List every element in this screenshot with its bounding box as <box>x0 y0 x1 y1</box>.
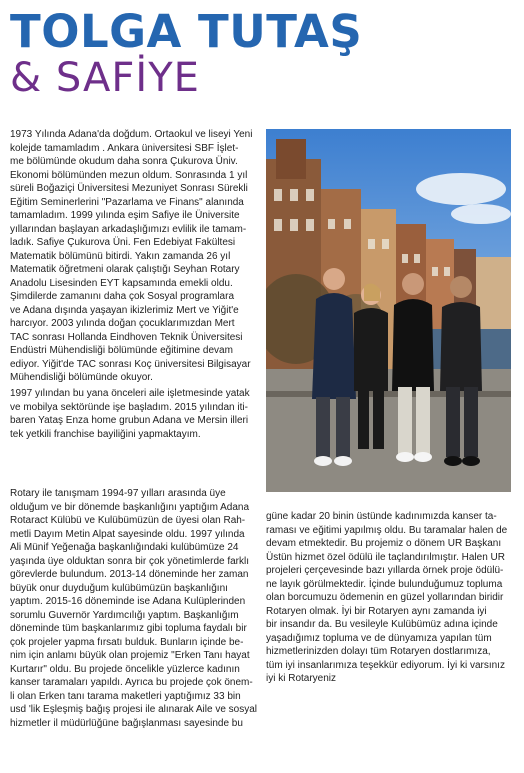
bio-text-4: güne kadar 20 binin üstünde kadınımızda kanser ta- raması ve eğitimi yapılmış oldu. Bu taramalar halen de devam etmektedir. Bu projemiz o dönem UR Başkanı Üstün hizmet özel ödülü ile taçlandırılmıştır. Halen UR projeleri çerçevesinde bazı yıllarda örnek proje ödülü- ne layık görülmektedir. İçinde bulunduğumuz topluma olan borcumuzu ödemenin en güzel yollarından biridir Rotaryen olmak. İyi bir Rotaryen aynı zamanda iyi bir insandır da. Bu vesileyle Kulübümüz adına içinde yaşadığımız topluma ve de dünyamıza yapılan tüm hizmetlerinizden dolayı tüm Rotaryen dostlarımıza, tüm iyi insanlarımıza teşekkür ediyorum. İyi ki varsınız iyi ki Rotaryeniz <box>266 511 508 684</box>
headline-name: TOLGA TUTAŞ <box>10 5 363 58</box>
bio-paragraph-3 <box>10 487 258 730</box>
headline-spouse: & SAFİYE <box>10 55 200 101</box>
family-photo <box>266 129 511 492</box>
bio-paragraph-2 <box>10 387 258 441</box>
bio-text-2: 1997 yılından bu yana önceleri aile işletmesinde yatak ve mobilya sektöründe işe başladım. 2015 yılından iti- baren Yataş Enza home grubun Adana ve Mersin illeri tek yetkili franchise bayiliğini yapmaktayım. <box>10 388 250 440</box>
bio-text-3: Rotary ile tanışmam 1994-97 yılları arasında üye olduğum ve bir dönemde başkanlığını yaptığım Adana Rotaract Külübü ve Kulübümüzün de üyesi olan Rah- metli Dayım Metin Alpat sayesinde oldu. 1997 yılında Ali Münif Yeğenağa başkanlığındaki kulübümüze 24 yaşında üye olduktan sonra bir çok yönetimlerde farklı görevlerde bulundum. 2013-14 döneminde her zaman büyük onur duyduğum kulübümüzün başkanlığını yaptım. 2015-16 döneminde ise Adana Kulüplerinden sorumlu Guvernör Yardımcılığı yaptım. Başkanlığım döneminde tüm başkanlarımız gibi topluma faydalı bir çok projeler yapma fırsatı bulduk. Bunların içinde be- nim için anlamı büyük olan projemiz "Erken Tanı hayat Kurtarır" oldu. Bu projede öncelikle yüzlerce kadının kanser taramaları yapıldı. Ayrıca bu projede çok önem- li olan Erken tanı tarama maketleri yaptığımız 33 bin usd 'lik Eşleşmiş bağış projesi ile alınarak Aile ve sosyal hizmetler il müdürlüğüne bağışlanması sayesinde bu <box>10 488 258 729</box>
bio-paragraph-4 <box>266 510 516 686</box>
bio-paragraph-1 <box>10 128 258 385</box>
family-photo-illustration <box>266 129 511 492</box>
bio-text-1: 1973 Yılında Adana'da doğdum. Ortaokul ve liseyi Yeni kolejde tamamladım . Ankara üniversitesi SBF İşlet- me bölümünde okudum daha sonra Çukurova Üniv. Ekonomi bölümünden mezun oldum. Sonrasında 1 yıl süreli Boğaziçi Üniversitesi Mezuniyet Sonrası Sürekli Eğitim Seminerlerini "Pazarlama ve Finans" alanında tamamladım. 1999 yılında eşim Safiye ile Üniversite yıllarından başlayan arkadaşlığımızı evlilik ile tamam- ladık. Safiye Çukurova Üni. Fen Edebiyat Fakültesi Matematik bölümünü bitirdi. Yakın zamanda 26 yıl Matematik öğretmeni olarak çalıştığı Seyhan Rotary Anadolu Lisesinden EYT kapsamında emekli oldu. Şimdilerde zamanını daha çok Sosyal programlara ve Adana dışında yaşayan ikizlerimiz Mert ve Yiğit'e harcıyor. 2003 yılında doğan çocuklarımızdan Mert TAC sonrası Hollanda Eindhoven Teknik Üniversitesi Endüstri Mühendisliği bölümünde eğitimine devam ediyor. Yiğit'de TAC sonrası Koç üniversitesi Bilgisayar Mühendisliği bölümünde okuyor. <box>10 129 253 383</box>
